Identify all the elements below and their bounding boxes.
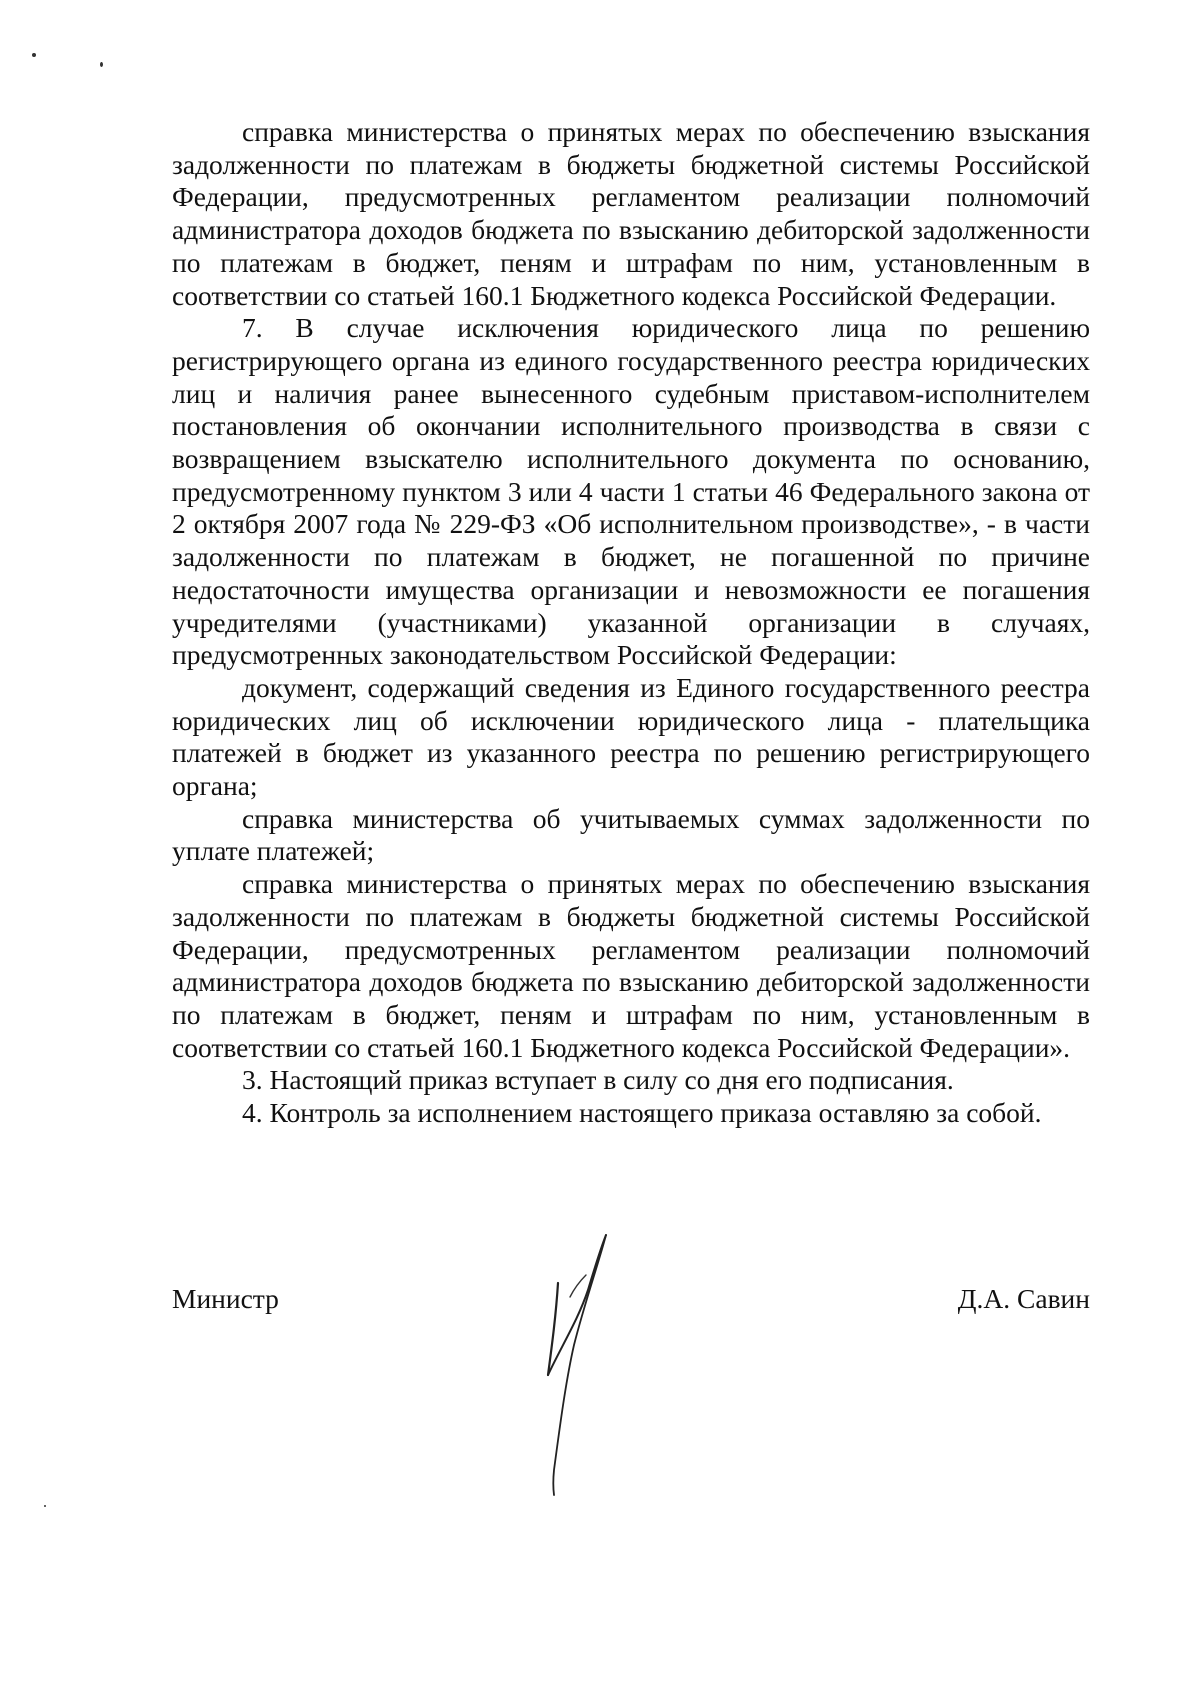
signer-name: Д.А. Савин bbox=[957, 1283, 1090, 1314]
scan-speck bbox=[100, 62, 103, 67]
paragraph-registry-document: документ, содержащий сведения из Единого государственного реестра юридических лиц об исключении юридического лица - плательщика платежей в бюджет из указанного реестра по решению регистрирующего органа; bbox=[172, 671, 1090, 802]
paragraph-control: 4. Контроль за исполнением настоящего приказа оставляю за собой. bbox=[242, 1097, 1042, 1129]
paragraph-item-7: 7. В случае исключения юридического лица по решению регистрирующего органа из единого государственного реестра юридических лиц и наличия ранее вынесенного судебным приставом-исполнителем постановления об окончании исполнительного производства в связи с возвращением взыскателю исполнительного документа по основанию, предусмотренному пунктом 3 или 4 части 1 статьи 46 Федерального закона от 2 октября 2007 года № 229-ФЗ «Об исполнительном производстве», - в части задолженности по платежам в бюджет, не погашенной по причине недостаточности имущества организации и невозможности ее погашения учредителями (участниками) указанной организации в случаях, предусмотренных законодательством Российской Федерации: bbox=[172, 312, 1090, 671]
paragraph-effective-date: 3. Настоящий приказ вступает в силу со дня его подписания. bbox=[242, 1064, 954, 1096]
paragraph-reference-debt-sums: справка министерства об учитываемых суммах задолженности по уплате платежей; bbox=[172, 802, 1090, 867]
handwritten-signature bbox=[540, 1225, 650, 1505]
document-body bbox=[172, 116, 1090, 1130]
scan-speck bbox=[32, 53, 36, 57]
scan-speck bbox=[44, 1505, 46, 1507]
paragraph-reference-measures: справка министерства о принятых мерах по обеспечению взыскания задолженности по платежам в бюджеты бюджетной системы Российской Федерации, предусмотренных регламентом реализации полномочий администратора доходов бюджета по взысканию дебиторской задолженности по платежам в бюджет, пеням и штрафам по ним, установленным в соответствии со статьей 160.1 Бюджетного кодекса Российской Федерации. bbox=[172, 116, 1090, 311]
signer-position: Министр bbox=[172, 1283, 279, 1314]
paragraph-reference-measures-2: справка министерства о принятых мерах по обеспечению взыскания задолженности по платежам в бюджеты бюджетной системы Российской Федерации, предусмотренных регламентом реализации полномочий администратора доходов бюджета по взысканию дебиторской задолженности по платежам в бюджет, пеням и штрафам по ним, установленным в соответствии со статьей 160.1 Бюджетного кодекса Российской Федерации». bbox=[172, 868, 1090, 1063]
